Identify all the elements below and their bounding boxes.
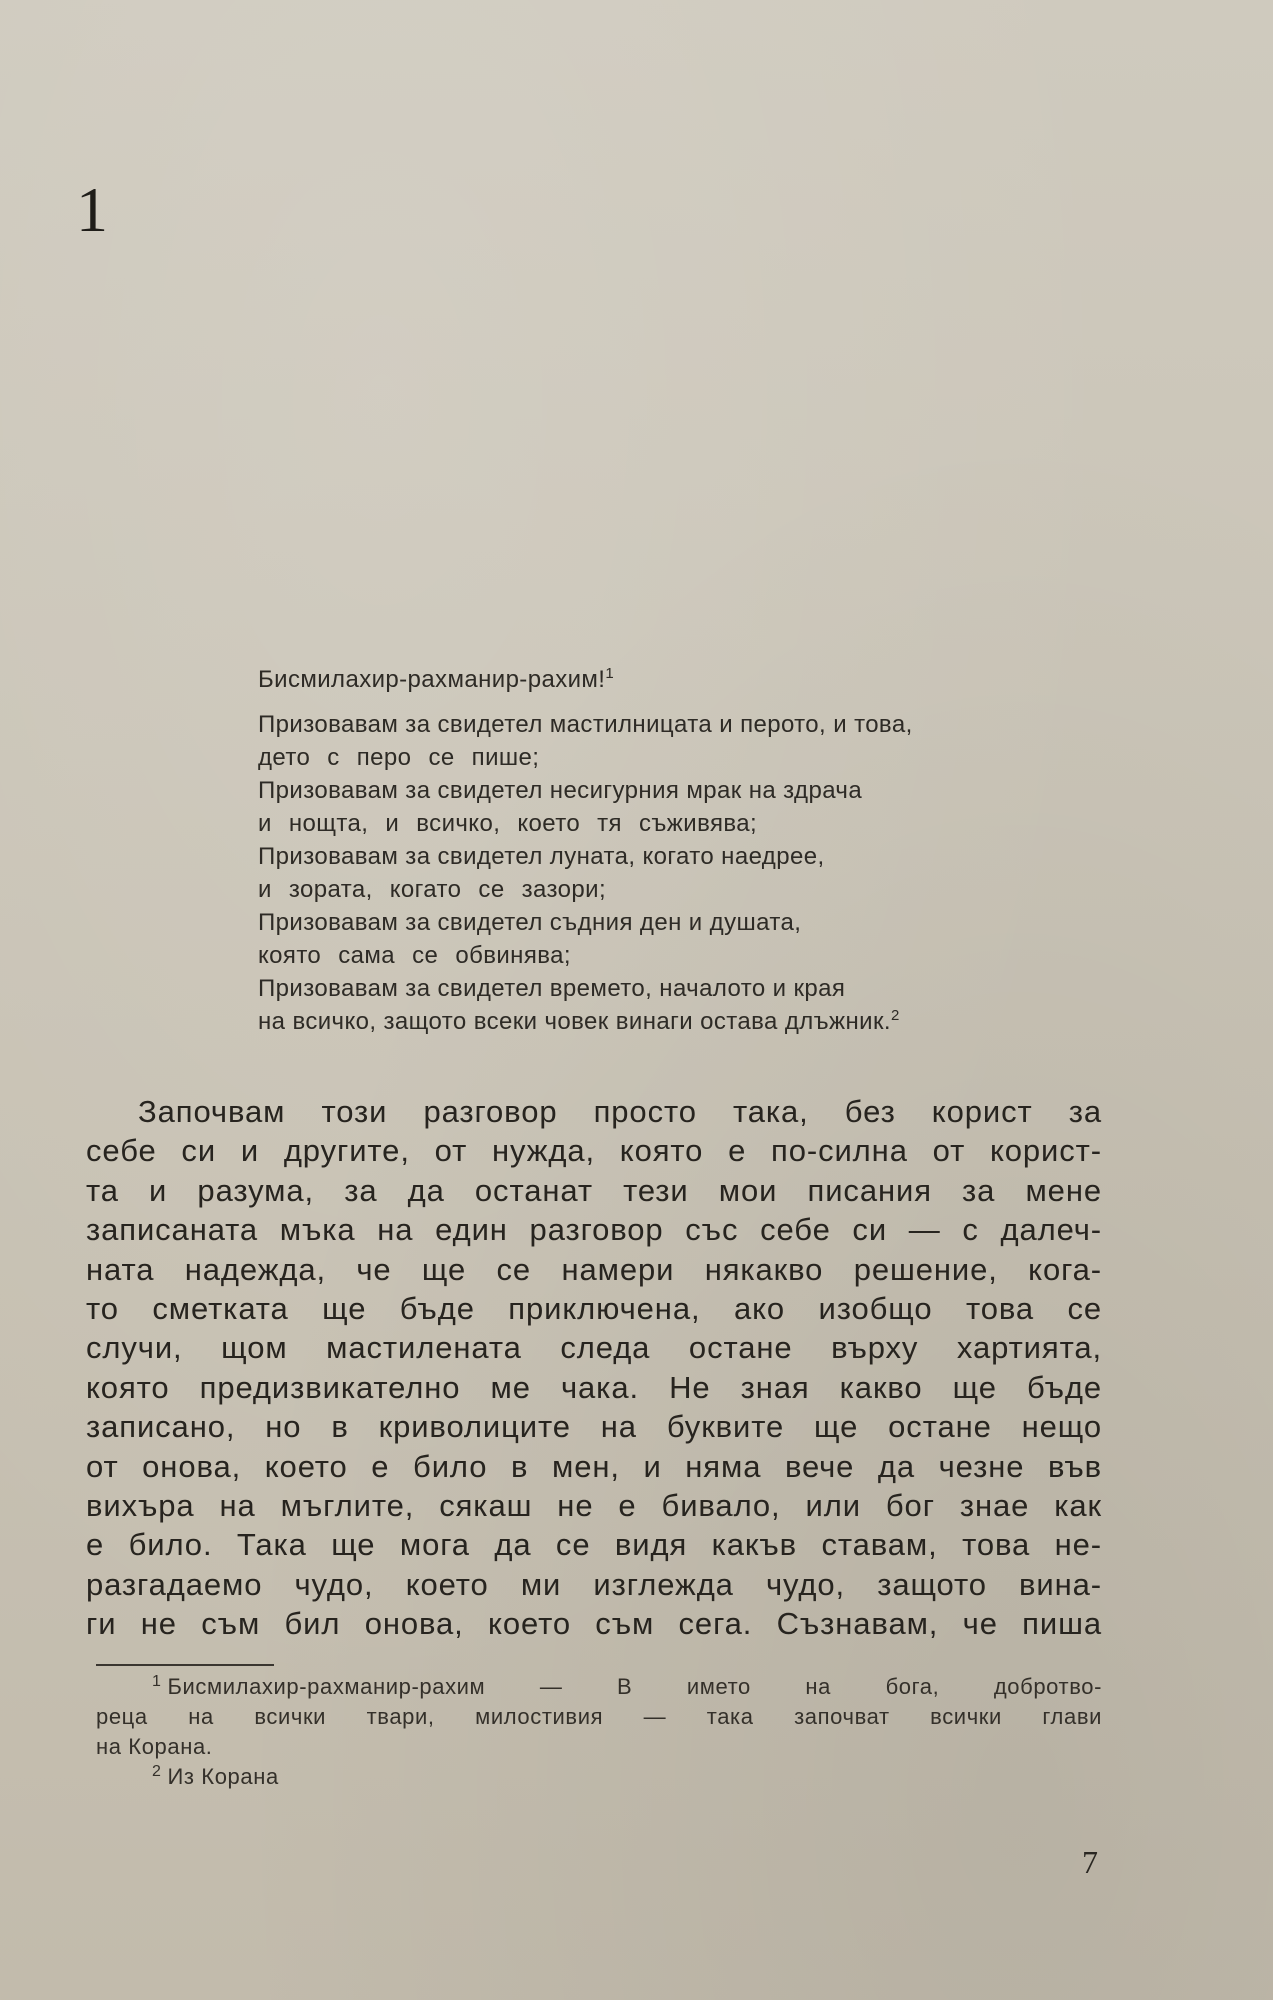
body-line: разгадаемо чудо, което ми изглежда чудо, защото вина- — [86, 1566, 1102, 1602]
footnote-1-text: Бисмилахир-рахманир-рахим — В името на бога, добротво- — [167, 1674, 1102, 1699]
epigraph-title — [258, 662, 1108, 698]
epigraph-line: и нощта, и всичко, което тя съживява; — [258, 810, 758, 837]
epigraph-line: дето с перо се пише; — [258, 744, 540, 771]
epigraph-line-last-text: на всичко, защото всеки човек винаги остава длъжник. — [258, 1008, 891, 1035]
body-paragraph — [86, 1092, 1102, 1644]
body-line: записано, но в криволиците на буквите ще остане нещо — [86, 1409, 1102, 1445]
footnote-1-mark: 1 — [152, 1672, 162, 1690]
body-line: то сметката ще бъде приключена, ако изобщо това се — [86, 1291, 1102, 1327]
footnote-2-text: Из Корана — [167, 1764, 279, 1789]
epigraph-line: Призовавам за свидетел луната, когато наедрее, — [258, 843, 825, 870]
epigraph-title-text: Бисмилахир-рахманир-рахим! — [258, 666, 606, 693]
body-line: себе си и другите, от нужда, която е по-силна от корист- — [86, 1133, 1102, 1169]
chapter-number: 1 — [76, 174, 108, 245]
epigraph-line-last — [258, 1005, 1108, 1038]
body-line: случи, щом мастилената следа остане върху хартията, — [86, 1330, 1102, 1366]
epigraph-line: Призовавам за свидетел несигурния мрак на здрача — [258, 777, 863, 804]
footnote-2-mark: 2 — [152, 1762, 162, 1780]
epigraph-line: Призовавам за свидетел съдния ден и душата, — [258, 909, 802, 936]
body-line: записаната мъка на един разговор със себе си — с далеч- — [86, 1212, 1102, 1248]
footnotes — [96, 1672, 1102, 1792]
footnote-1-line — [96, 1672, 1102, 1702]
page-number: 7 — [1082, 1844, 1098, 1880]
body-line: е било. Така ще мога да се видя какъв ставам, това не- — [86, 1527, 1102, 1563]
body-line: Започвам този разговор просто така, без корист за — [138, 1094, 1102, 1129]
epigraph-line: Призовавам за свидетел мастилницата и перото, и това, — [258, 711, 913, 738]
footnote-divider — [96, 1664, 274, 1666]
epigraph-line: която сама се обвинява; — [258, 942, 571, 969]
epigraph-end-footnote-mark: 2 — [890, 1007, 900, 1024]
body-line: която предизвикателно ме чака. Не зная какво ще бъде — [86, 1369, 1102, 1405]
body-line: вихъра на мъглите, сякаш не е бивало, или бог знае как — [86, 1488, 1102, 1524]
epigraph-title-footnote-mark: 1 — [605, 665, 615, 682]
body-line: ната надежда, че ще се намери някакво решение, кога- — [86, 1251, 1102, 1287]
footnote-2-line — [96, 1762, 1102, 1792]
footnote-1-line: реца на всички твари, милостивия — така започват всички глави — [96, 1704, 1102, 1729]
body-line: ги не съм бил онова, което съм сега. Съзнавам, че пиша — [86, 1606, 1102, 1642]
epigraph-line: Призовавам за свидетел времето, началото и края — [258, 975, 846, 1002]
body-line: та и разума, за да останат тези мои писания за мене — [86, 1172, 1102, 1208]
epigraph — [258, 662, 1108, 1038]
epigraph-line: и зората, когато се зазори; — [258, 876, 607, 903]
body-line: от онова, което е било в мен, и няма вече да чезне във — [86, 1448, 1102, 1484]
footnote-1-line: на Корана. — [96, 1734, 213, 1759]
